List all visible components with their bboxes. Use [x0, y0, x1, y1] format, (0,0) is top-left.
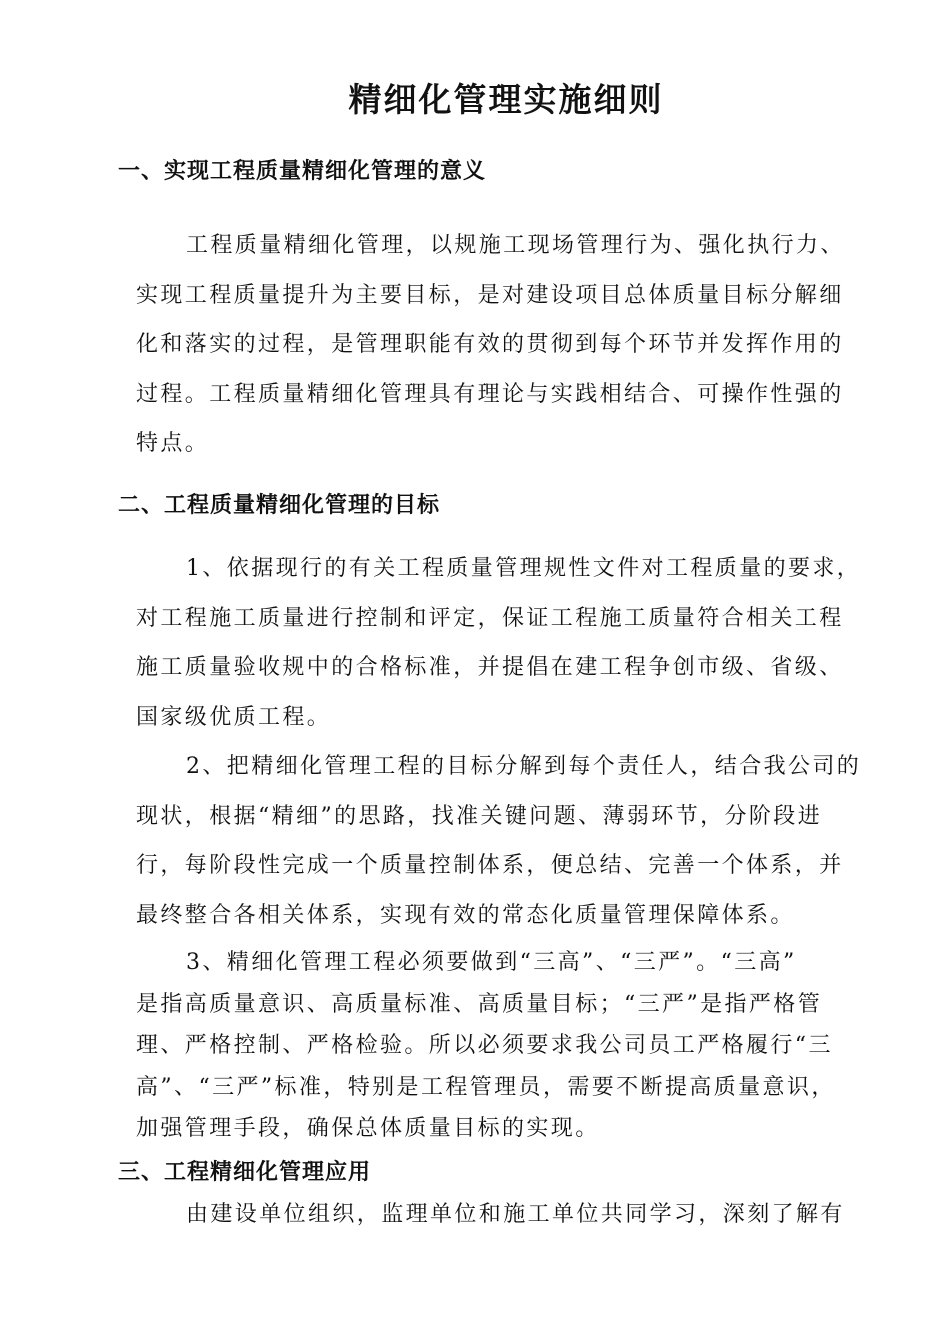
paragraph-line: 特点。	[136, 431, 210, 457]
paragraph-2-3	[136, 942, 892, 1150]
paragraph-line: 3、精细化管理工程必须要做到“三高”、“三严”。“三高”	[186, 950, 797, 975]
paragraph-2-2	[136, 742, 892, 940]
paragraph-line: 现状，根据“精细”的思路，找准关键问题、薄弱环节，分阶段进	[136, 803, 823, 829]
paragraph-1-1	[136, 221, 892, 469]
paragraph-line: 国家级优质工程。	[136, 704, 332, 730]
paragraph-line: 实现工程质量提升为主要目标，是对建设项目总体质量目标分解细	[136, 282, 844, 308]
paragraph-line: 加强管理手段，确保总体质量目标的实现。	[136, 1116, 600, 1141]
paragraph-line: 行，每阶段性完成一个质量控制体系，便总结、完善一个体系，并	[136, 853, 844, 879]
page-title: 精细化管理实施细则	[348, 80, 664, 119]
paragraph-line: 最终整合各相关体系，实现有效的常态化质量管理保障体系。	[136, 902, 795, 928]
paragraph-3-1	[136, 1190, 892, 1240]
paragraph-line: 工程质量精细化管理，以规施工现场管理行为、强化执行力、	[186, 233, 845, 258]
paragraph-line: 对工程施工质量进行控制和评定，保证工程施工质量符合相关工程	[136, 605, 844, 631]
paragraph-line: 理、严格控制、严格检验。所以必须要求我公司员工严格履行“三	[136, 1033, 833, 1058]
paragraph-line: 高”、“三严”标准，特别是工程管理员，需要不断提高质量意识，	[136, 1074, 836, 1100]
paragraph-line: 过程。工程质量精细化管理具有理论与实践相结合、可操作性强的	[136, 381, 844, 407]
section-heading-1: 一、实现工程质量精细化管理的意义	[118, 159, 487, 184]
section-heading-3: 三、工程精细化管理应用	[118, 1160, 372, 1185]
paragraph-line: 1、依据现行的有关工程质量管理规性文件对工程质量的要求，	[186, 556, 862, 581]
paragraph-line: 是指高质量意识、高质量标准、高质量目标；“三严”是指严格管	[136, 991, 823, 1017]
section-heading-2: 二、工程质量精细化管理的目标	[118, 493, 441, 518]
paragraph-line: 化和落实的过程，是管理职能有效的贯彻到每个环节并发挥作用的	[136, 332, 844, 358]
paragraph-2-1	[136, 544, 892, 742]
paragraph-line: 2、把精细化管理工程的目标分解到每个责任人，结合我公司的	[186, 754, 862, 779]
paragraph-line: 施工质量验收规中的合格标准，并提倡在建工程争创市级、省级、	[136, 655, 844, 681]
paragraph-line: 由建设单位组织，监理单位和施工单位共同学习，深刻了解有	[186, 1202, 845, 1227]
